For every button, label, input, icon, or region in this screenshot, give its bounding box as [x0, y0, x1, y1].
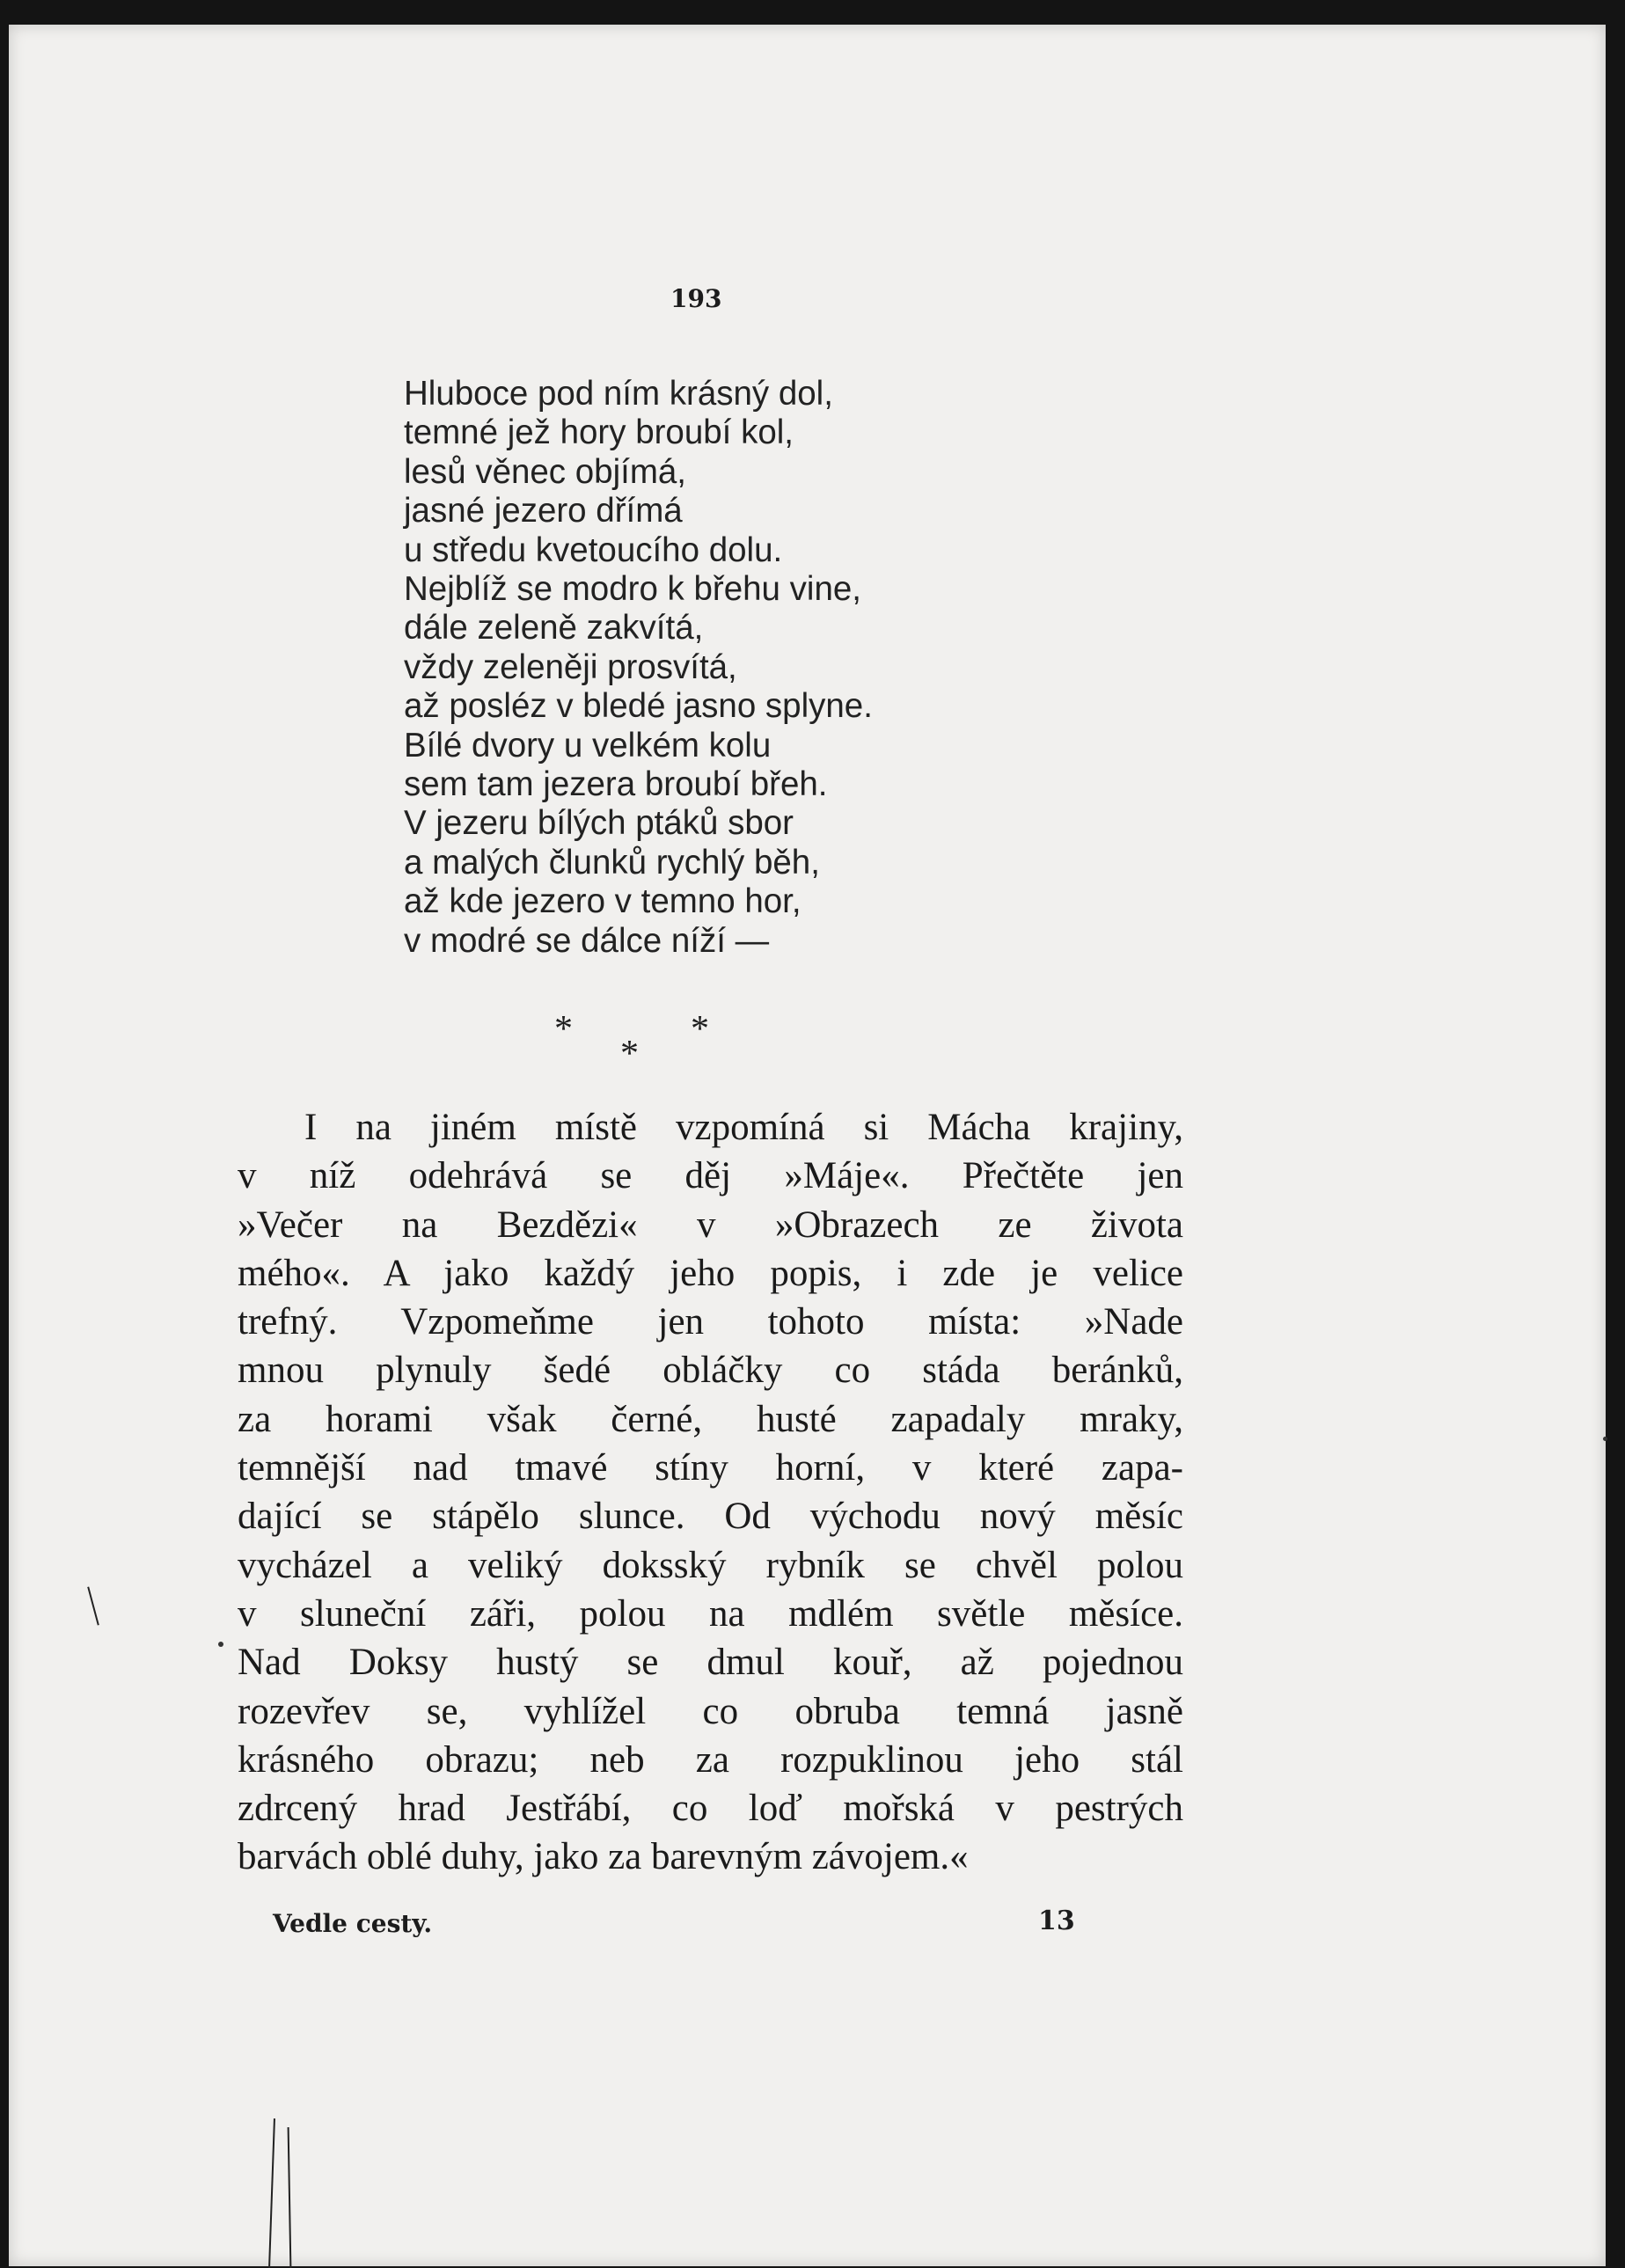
- page-crease: [87, 1587, 99, 1626]
- prose-line: v sluneční záři, polou na mdlém světle měsíce.: [238, 1592, 1183, 1635]
- prose-line: barvách oblé duhy, jako za barevným závojem.«: [238, 1836, 969, 1878]
- poem-line: Bílé dvory u velkém kolu: [404, 726, 772, 765]
- poem-line: až kde jezero v temno hor,: [404, 882, 802, 921]
- prose-line: temnější nad tmavé stíny horní, v které zapa-: [238, 1447, 1183, 1489]
- prose-line: I na jiném místě vzpomíná si Mácha krajiny,: [304, 1107, 1183, 1148]
- prose-line: zdrcený hrad Jestřábí, co loď mořská v pestrých: [238, 1788, 1183, 1830]
- poem-line: Nejblíž se modro k břehu vine,: [404, 570, 861, 609]
- poem-line: dále zeleně zakvítá,: [404, 609, 704, 647]
- poem-line: v modré se dálce níží —: [404, 921, 770, 960]
- prose-line: za horami však černé, husté zapadaly mraky,: [238, 1398, 1183, 1440]
- prose-line: »Večer na Bezdězi« v »Obrazech ze života: [238, 1204, 1183, 1246]
- poem-line: jasné jezero dřímá: [404, 492, 683, 530]
- prose-line: trefný. Vzpomeňme jen tohoto místa: »Nade: [238, 1301, 1183, 1343]
- prose-line: dající se stápělo slunce. Od východu nový měsíc: [238, 1496, 1183, 1538]
- separator-asterisk: *: [620, 1034, 639, 1074]
- page-crease: [288, 2127, 292, 2268]
- page-number: 193: [670, 284, 722, 313]
- poem-line: až posléz v bledé jasno splyne.: [404, 687, 873, 726]
- dust-speck: [218, 1642, 223, 1647]
- section-separator: [554, 1008, 818, 1074]
- poem-line: lesů věnec objímá,: [404, 452, 687, 491]
- prose-line: Nad Doksy hustý se dmul kouř, až pojednou: [238, 1642, 1183, 1684]
- prose-line: rozevřev se, vyhlížel co obruba temná jasně: [238, 1690, 1183, 1732]
- prose-line: krásného obrazu; neb za rozpuklinou jeho stál: [238, 1738, 1183, 1781]
- poem-line: Hluboce pod ním krásný dol,: [404, 375, 833, 413]
- dust-speck: [1603, 1437, 1607, 1441]
- poem-stanza: [404, 375, 1108, 961]
- poem-line: temné jež hory broubí kol,: [404, 413, 794, 452]
- page-crease: [268, 2118, 275, 2268]
- prose-line: mnou plynuly šedé obláčky co stáda beránků,: [238, 1350, 1183, 1392]
- poem-line: u středu kvetoucího dolu.: [404, 530, 783, 569]
- separator-asterisk: *: [691, 1009, 709, 1050]
- signature-mark: 13: [1038, 1906, 1075, 1936]
- prose-line: v níž odehrává se děj »Máje«. Přečtěte jen: [238, 1155, 1183, 1197]
- poem-line: sem tam jezera broubí břeh.: [404, 765, 828, 804]
- separator-asterisk: *: [554, 1009, 573, 1050]
- prose-line: mého«. A jako každý jeho popis, i zde je velice: [238, 1252, 1183, 1294]
- footer-book-title: Vedle cesty.: [273, 1909, 433, 1938]
- poem-line: vždy zeleněji prosvítá,: [404, 647, 737, 686]
- prose-paragraph: [238, 1103, 1183, 1882]
- poem-line: V jezeru bílých ptáků sbor: [404, 804, 794, 843]
- book-page: [9, 25, 1606, 2266]
- prose-line: vycházel a veliký doksský rybník se chvěl polou: [238, 1544, 1183, 1586]
- poem-line: a malých člunků rychlý běh,: [404, 843, 820, 882]
